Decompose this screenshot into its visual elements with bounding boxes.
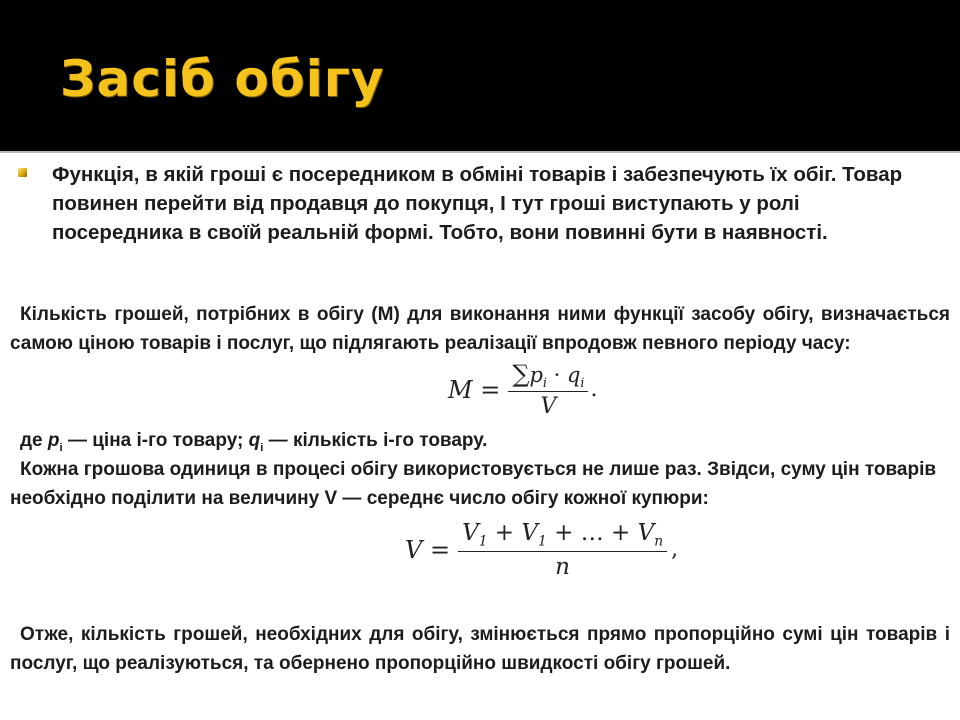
formula2-v2: V	[521, 520, 539, 546]
paragraph-conclusion: Отже, кількість грошей, необхідних для обігу, змінюється прямо пропорційно сумі цін товарів і послуг, що реалізуються, та обернено пропорційно швидкості обігу грошей.	[10, 624, 950, 674]
paragraph-velocity: Кожна грошова одиниця в процесі обігу використовується не лише раз. Звідси, суму цін товарів необхідно поділити на величину V — середнє число обігу кожної купюри:	[10, 459, 937, 509]
definitions-q: q	[248, 430, 261, 451]
formula1-lhs: M =	[448, 375, 501, 404]
formula2-lhs: V =	[405, 535, 451, 564]
formula2-denominator: n	[458, 551, 667, 580]
formula-money-quantity	[448, 360, 628, 426]
bullet-square-icon	[18, 168, 27, 177]
definitions-q-index: i	[260, 441, 264, 454]
formula1-q: q	[566, 363, 581, 387]
formula2-ellipsis: + … +	[546, 520, 638, 546]
formula2-v1: V	[462, 520, 479, 546]
formula2-v1-index: 1	[478, 533, 488, 550]
formula2-numerator	[458, 520, 667, 551]
definitions-p-index: i	[59, 441, 63, 454]
title-divider	[0, 151, 960, 153]
formula1-period: .	[590, 377, 598, 403]
formula-velocity	[405, 520, 685, 598]
formula1-numerator	[508, 360, 588, 391]
slide-title: Засіб обігу	[60, 50, 385, 108]
formula2-fraction	[458, 520, 667, 580]
formula2-vn-index: n	[654, 533, 664, 550]
bullet-text: Функція, в якій гроші є посередником в обміні товарів і забезпечують їх обіг. Товар повинен перейти від продавця до покупця, І тут гроші виступають у ролі посередника в своїй реальній формі. Тобто, вони повинні бути в наявності.	[52, 163, 903, 244]
definitions-p: p	[47, 430, 60, 451]
title-bar	[0, 0, 960, 151]
formula2-plus: +	[487, 520, 522, 546]
definitions-p-desc: — ціна і-го товару;	[62, 430, 249, 451]
sigma-symbol: ∑	[512, 360, 530, 388]
formula2-v2-index: 1	[538, 533, 547, 550]
formula2-comma: ,	[671, 537, 679, 563]
bullet-item	[18, 160, 938, 247]
definitions-prefix: де	[20, 430, 48, 451]
formula1-dot: ·	[546, 363, 567, 387]
formula1-p: p	[529, 363, 543, 387]
paragraph-money-quantity: Кількість грошей, потрібних в обігу (М) для виконання ними функції засобу обігу, визначається самою ціною товарів і послуг, що підлягають реалізації впродовж певного періоду часу:	[10, 304, 950, 354]
formula1-p-index: i	[542, 375, 547, 391]
formula1-fraction	[508, 360, 588, 419]
formula1-q-index: i	[580, 375, 585, 391]
definitions-q-desc: — кількість і-го товару.	[263, 430, 488, 451]
formula2-vn: V	[637, 520, 655, 546]
formula1-denominator: V	[508, 391, 588, 419]
